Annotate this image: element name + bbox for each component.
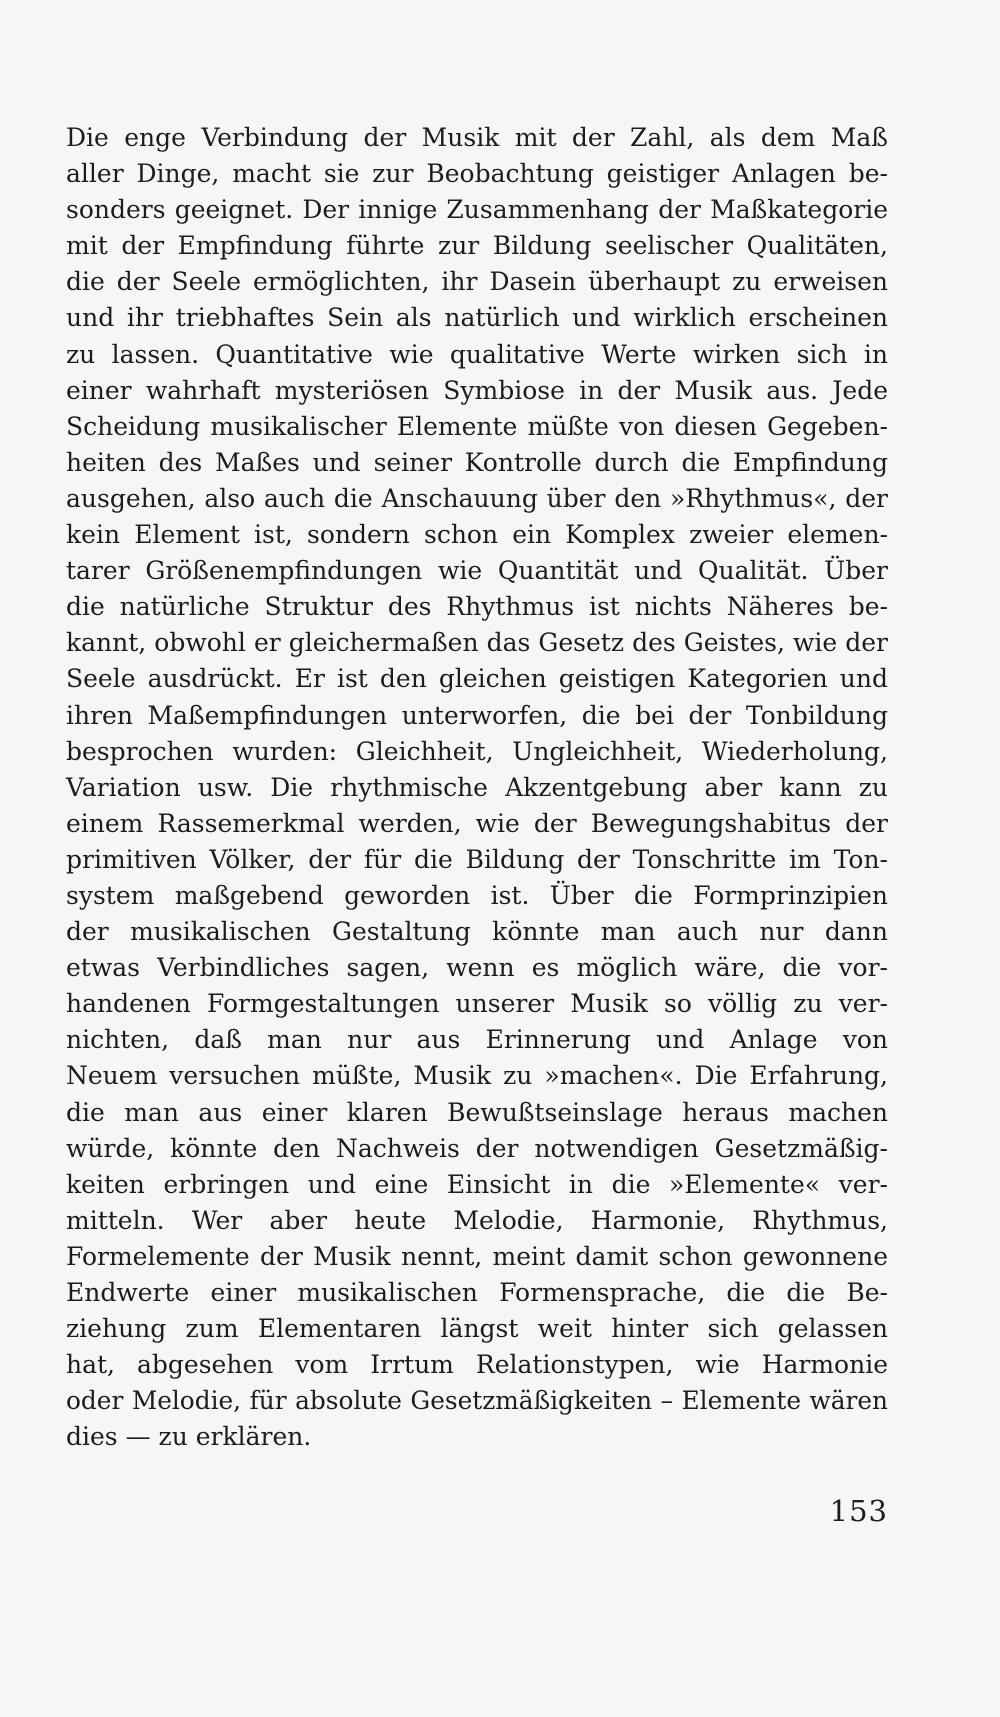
text-line-27: Neuem versuchen müßte, Musik zu »machen«. Die Erfahrung, xyxy=(66,1061,888,1091)
text-line-11: ausgehen, also auch die Anschauung über den »Rhythmus«, der xyxy=(66,483,888,513)
text-line-14: die natürliche Struktur des Rhythmus ist nichts Näheres be- xyxy=(66,592,888,622)
text-line-21: primitiven Völker, der für die Bildung der Tonschritte im Ton- xyxy=(66,844,888,874)
text-line-10: heiten des Maßes und seiner Kontrolle durch die Empfindung xyxy=(66,447,888,477)
text-line-1: Die enge Verbindung der Musik mit der Zahl, als dem Maß xyxy=(66,123,888,152)
text-line-26: nichten, daß man nur aus Erinnerung und Anlage von xyxy=(66,1025,888,1055)
text-line-35: hat, abgesehen vom Irrtum Relationstypen, wie Harmonie xyxy=(66,1350,888,1380)
text-line-36: oder Melodie, für absolute Gesetzmäßigkeiten – Elemente wären xyxy=(66,1386,888,1416)
text-line-25: handenen Formgestaltungen unserer Musik so völlig zu ver- xyxy=(66,989,888,1019)
text-line-19: Variation usw. Die rhythmische Akzentgebung aber kann zu xyxy=(66,772,888,802)
text-line-6: und ihr triebhaftes Sein als natürlich und wirklich erscheinen xyxy=(66,303,888,333)
text-line-15: kannt, obwohl er gleichermaßen das Gesetz des Geistes, wie der xyxy=(66,628,888,658)
text-line-23: der musikalischen Gestaltung könnte man auch nur dann xyxy=(66,917,888,947)
text-line-8: einer wahrhaft mysteriösen Symbiose in der Musik aus. Jede xyxy=(66,375,888,405)
text-line-7: zu lassen. Quantitative wie qualitative Werte wirken sich in xyxy=(66,339,888,369)
text-line-37: dies — zu erklären. xyxy=(66,1422,312,1452)
text-line-32: Formelemente der Musik nennt, meint damit schon gewonnene xyxy=(66,1241,888,1271)
text-line-2: aller Dinge, macht sie zur Beobachtung geistiger Anlagen be- xyxy=(66,159,888,189)
text-line-31: mitteln. Wer aber heute Melodie, Harmonie, Rhythmus, xyxy=(66,1205,888,1235)
text-line-30: keiten erbringen und eine Einsicht in die »Elemente« ver- xyxy=(66,1169,888,1199)
text-line-16: Seele ausdrückt. Er ist den gleichen geistigen Kategorien und xyxy=(66,664,888,694)
text-line-28: die man aus einer klaren Bewußtseinslage heraus machen xyxy=(66,1097,888,1127)
text-line-18: besprochen wurden: Gleichheit, Ungleichheit, Wiederholung, xyxy=(66,736,888,766)
text-line-5: die der Seele ermöglichten, ihr Dasein überhaupt zu erweisen xyxy=(66,267,888,297)
page-number: 153 xyxy=(829,1494,888,1528)
text-line-34: ziehung zum Elementaren längst weit hinter sich gelassen xyxy=(66,1314,888,1344)
body-paragraph xyxy=(66,120,888,1455)
text-line-24: etwas Verbindliches sagen, wenn es möglich wäre, die vor- xyxy=(66,953,888,983)
text-line-4: mit der Empfindung führte zur Bildung seelischer Qualitäten, xyxy=(66,231,888,261)
text-line-12: kein Element ist, sondern schon ein Komplex zweier elemen- xyxy=(66,520,888,550)
text-line-3: sonders geeignet. Der innige Zusammenhang der Maßkategorie xyxy=(66,195,888,225)
text-line-22: system maßgebend geworden ist. Über die Formprinzipien xyxy=(66,880,888,910)
text-line-9: Scheidung musikalischer Elemente müßte von diesen Gegeben- xyxy=(66,411,888,441)
text-line-20: einem Rassemerkmal werden, wie der Bewegungshabitus der xyxy=(66,808,888,838)
text-line-17: ihren Maßempfindungen unterworfen, die bei der Tonbildung xyxy=(66,700,888,730)
text-line-13: tarer Größenempfindungen wie Quantität und Qualität. Über xyxy=(66,556,888,586)
text-line-29: würde, könnte den Nachweis der notwendigen Gesetzmäßig- xyxy=(66,1133,888,1163)
text-line-33: Endwerte einer musikalischen Formensprache, die die Be- xyxy=(66,1278,888,1307)
